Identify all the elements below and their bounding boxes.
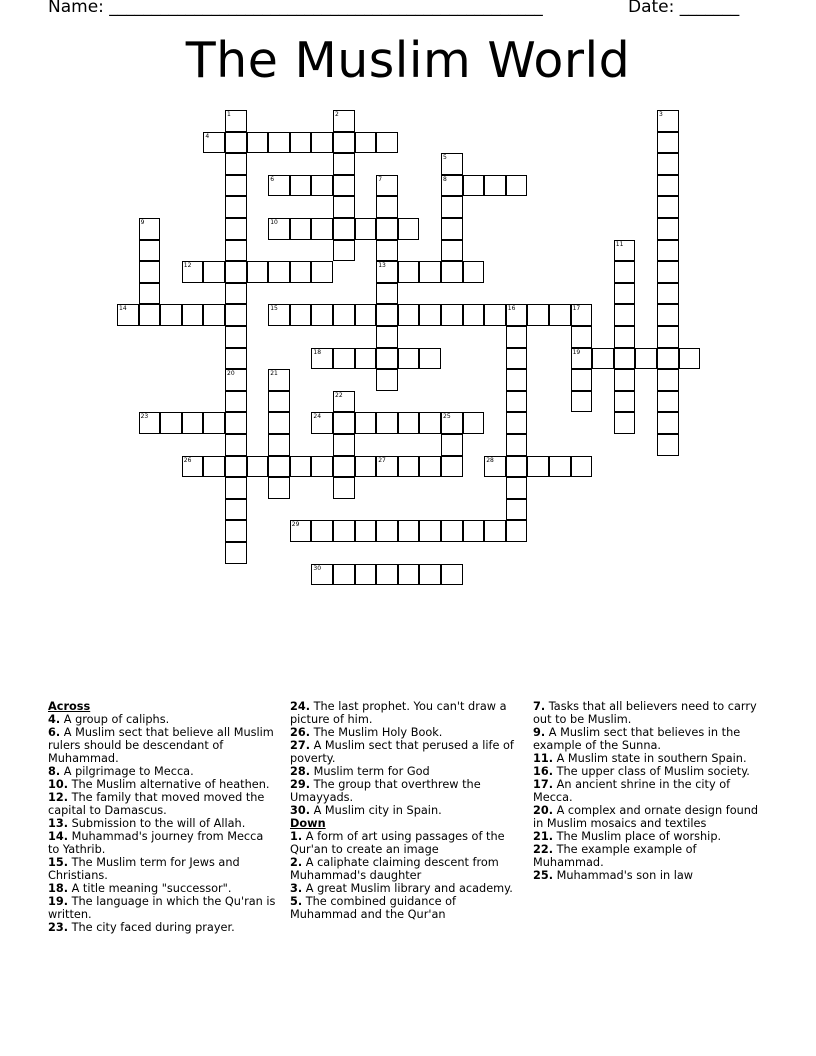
clue-text: A Muslim sect that believes in the example of the Sunna.	[533, 726, 741, 752]
clue-number: 9.	[533, 726, 546, 739]
grid-cell[interactable]	[376, 412, 398, 434]
clue-text: A caliphate claiming descent from Muhammad's daughter	[290, 856, 499, 882]
grid-clue-number: 24	[313, 413, 322, 421]
grid-clue-number: 28	[486, 456, 494, 464]
grid-cell[interactable]	[225, 391, 247, 413]
grid-cell[interactable]	[614, 326, 636, 348]
down-heading: Down	[290, 817, 326, 830]
clue-number: 3.	[290, 882, 303, 895]
grid-cell[interactable]	[614, 304, 636, 326]
grid-cell[interactable]	[333, 477, 355, 499]
clue-number: 29.	[290, 778, 311, 791]
clue-number: 18.	[48, 882, 69, 895]
clue-number: 6.	[48, 726, 61, 739]
grid-cell[interactable]	[311, 218, 333, 240]
grid-cell[interactable]	[333, 564, 355, 586]
clue-number: 4.	[48, 713, 61, 726]
grid-cell[interactable]	[376, 240, 398, 262]
grid-cell[interactable]	[333, 434, 355, 456]
grid-cell[interactable]	[355, 348, 377, 370]
grid-cell[interactable]	[203, 261, 225, 283]
clue-number: 28.	[290, 765, 311, 778]
grid-cell[interactable]	[376, 283, 398, 305]
grid-cell[interactable]	[376, 564, 398, 586]
grid-cell[interactable]	[225, 196, 247, 218]
grid-cell[interactable]	[376, 369, 398, 391]
grid-cell[interactable]	[398, 456, 420, 478]
grid-clue-number: 26	[183, 456, 192, 464]
clue-text: A great Muslim library and academy.	[302, 882, 513, 895]
clue-number: 1.	[290, 830, 303, 843]
grid-cell[interactable]	[376, 218, 398, 240]
grid-cell[interactable]	[225, 175, 247, 197]
grid-cell[interactable]	[614, 261, 636, 283]
grid-cell[interactable]	[398, 348, 420, 370]
clue-number: 11.	[533, 752, 554, 765]
grid-cell[interactable]	[506, 348, 528, 370]
clue-item	[290, 882, 520, 895]
grid-cell[interactable]	[225, 261, 247, 283]
grid-cell[interactable]	[355, 564, 377, 586]
grid-clue-number: 9	[140, 219, 145, 226]
grid-cell[interactable]	[398, 564, 420, 586]
clue-number: 15.	[48, 856, 69, 869]
name-field[interactable]: Name: ___________________________________________________	[48, 0, 543, 17]
grid-clue-number: 11	[615, 240, 624, 248]
grid-cell[interactable]	[635, 348, 657, 370]
grid-cell[interactable]	[203, 456, 225, 478]
grid-cell[interactable]	[225, 153, 247, 175]
grid-cell[interactable]	[182, 304, 204, 326]
grid-cell[interactable]	[657, 283, 679, 305]
grid-cell[interactable]	[441, 304, 463, 326]
grid-cell[interactable]	[247, 261, 269, 283]
grid-cell[interactable]	[225, 218, 247, 240]
grid-cell[interactable]	[441, 520, 463, 542]
grid-cell[interactable]	[290, 175, 312, 197]
grid-cell[interactable]	[139, 304, 161, 326]
grid-clue-number: 23	[140, 413, 149, 421]
grid-cell[interactable]	[290, 304, 312, 326]
clue-text: A complex and ornate design found in Muslim mosaics and textiles	[533, 804, 759, 830]
clue-number: 14.	[48, 830, 69, 843]
grid-cell[interactable]	[527, 304, 549, 326]
clue-item	[290, 726, 520, 739]
grid-cell[interactable]	[311, 304, 333, 326]
clue-number: 7.	[533, 700, 546, 713]
clue-item	[290, 765, 520, 778]
clue-text: An ancient shrine in the city of Mecca.	[533, 778, 731, 804]
grid-clue-number: 6	[270, 175, 275, 183]
clue-item	[533, 830, 763, 843]
grid-cell[interactable]	[657, 218, 679, 240]
grid-cell[interactable]	[160, 412, 182, 434]
grid-cell[interactable]	[419, 348, 441, 370]
clue-item	[48, 830, 278, 856]
clue-number: 26.	[290, 726, 311, 739]
grid-cell[interactable]	[333, 520, 355, 542]
across-heading: Across	[48, 700, 91, 713]
grid-cell[interactable]	[268, 261, 290, 283]
clue-column-2	[290, 700, 520, 921]
grid-cell[interactable]	[592, 348, 614, 370]
grid-cell[interactable]	[376, 348, 398, 370]
grid-clue-number: 16	[507, 305, 516, 313]
grid-cell[interactable]	[268, 434, 290, 456]
clue-text: A Muslim state in southern Spain.	[553, 752, 747, 765]
clue-text: The last prophet. You can't draw a picture of him.	[290, 700, 507, 726]
grid-cell[interactable]	[225, 304, 247, 326]
clue-text: Muhammad's son in law	[553, 869, 694, 882]
grid-cell[interactable]	[290, 218, 312, 240]
grid-cell[interactable]	[657, 326, 679, 348]
grid-cell[interactable]	[484, 304, 506, 326]
grid-cell[interactable]	[398, 520, 420, 542]
grid-cell[interactable]	[376, 132, 398, 154]
grid-cell[interactable]	[614, 283, 636, 305]
clue-item	[290, 778, 520, 804]
grid-cell[interactable]	[441, 218, 463, 240]
grid-cell[interactable]	[333, 153, 355, 175]
grid-cell[interactable]	[355, 520, 377, 542]
grid-cell[interactable]	[355, 412, 377, 434]
clue-text: A pilgrimage to Mecca.	[60, 765, 194, 778]
grid-cell[interactable]	[463, 261, 485, 283]
clue-text: A group of caliphs.	[60, 713, 170, 726]
grid-cell[interactable]	[657, 348, 679, 370]
grid-cell[interactable]	[182, 412, 204, 434]
grid-cell[interactable]	[506, 391, 528, 413]
grid-cell[interactable]	[160, 304, 182, 326]
clue-item	[290, 739, 520, 765]
clue-text: The combined guidance of Muhammad and the Qur'an	[290, 895, 457, 921]
grid-cell[interactable]	[333, 175, 355, 197]
grid-clue-number: 1	[227, 111, 231, 118]
grid-cell[interactable]	[657, 132, 679, 154]
grid-clue-number: 18	[313, 348, 322, 356]
grid-cell[interactable]	[376, 196, 398, 218]
grid-cell[interactable]	[419, 456, 441, 478]
grid-cell[interactable]	[355, 456, 377, 478]
grid-cell[interactable]	[268, 132, 290, 154]
clue-number: 17.	[533, 778, 554, 791]
grid-cell[interactable]	[398, 412, 420, 434]
grid-cell[interactable]	[506, 456, 528, 478]
grid-cell[interactable]	[333, 240, 355, 262]
clue-number: 27.	[290, 739, 311, 752]
clue-item	[533, 700, 763, 726]
clue-item	[48, 765, 278, 778]
clue-item	[48, 778, 278, 791]
clue-item	[48, 921, 278, 934]
grid-cell[interactable]	[441, 240, 463, 262]
clue-number: 24.	[290, 700, 311, 713]
clue-column-3	[533, 700, 763, 882]
grid-cell[interactable]	[614, 412, 636, 434]
grid-cell[interactable]	[441, 564, 463, 586]
grid-cell[interactable]	[268, 391, 290, 413]
grid-cell[interactable]	[268, 456, 290, 478]
grid-clue-number: 12	[183, 262, 192, 270]
grid-cell[interactable]	[419, 412, 441, 434]
clue-text: A Muslim sect that believe all Muslim rulers should be descendant of Muhammad.	[48, 726, 274, 765]
grid-clue-number: 30	[313, 564, 322, 572]
grid-cell[interactable]	[506, 477, 528, 499]
clue-number: 21.	[533, 830, 554, 843]
clue-text: A Muslim city in Spain.	[310, 804, 442, 817]
clue-text: The upper class of Muslim society.	[553, 765, 750, 778]
grid-cell[interactable]	[311, 132, 333, 154]
grid-cell[interactable]	[614, 348, 636, 370]
clue-item	[48, 895, 278, 921]
clue-number: 19.	[48, 895, 69, 908]
grid-cell[interactable]	[268, 412, 290, 434]
grid-cell[interactable]	[398, 304, 420, 326]
grid-clue-number: 2	[335, 111, 339, 118]
grid-clue-number: 25	[443, 413, 451, 421]
grid-cell[interactable]	[290, 132, 312, 154]
clue-text: The language in which the Qu'ran is written.	[48, 895, 276, 921]
grid-cell[interactable]	[463, 175, 485, 197]
clue-number: 12.	[48, 791, 69, 804]
grid-cell[interactable]	[441, 261, 463, 283]
grid-cell[interactable]	[419, 261, 441, 283]
grid-clue-number: 7	[378, 175, 383, 183]
clue-number: 16.	[533, 765, 554, 778]
grid-clue-number: 20	[227, 370, 235, 378]
grid-cell[interactable]	[355, 132, 377, 154]
grid-cell[interactable]	[333, 456, 355, 478]
clue-text: Tasks that all believers need to carry out to be Muslim.	[533, 700, 757, 726]
clue-text: The Muslim term for Jews and Christians.	[48, 856, 240, 882]
grid-clue-number: 21	[270, 370, 278, 378]
clue-text: The Muslim Holy Book.	[310, 726, 443, 739]
grid-cell[interactable]	[225, 348, 247, 370]
grid-cell[interactable]	[311, 520, 333, 542]
clue-item	[533, 804, 763, 830]
clue-item	[533, 765, 763, 778]
clue-text: A title meaning "successor".	[68, 882, 232, 895]
clue-number: 30.	[290, 804, 311, 817]
clue-text: A form of art using passages of the Qur'an to create an image	[290, 830, 505, 856]
grid-clue-number: 13	[378, 262, 386, 270]
clue-item	[533, 869, 763, 882]
clue-item	[533, 726, 763, 752]
grid-cell[interactable]	[247, 456, 269, 478]
clue-number: 2.	[290, 856, 303, 869]
grid-cell[interactable]	[527, 456, 549, 478]
grid-cell[interactable]	[225, 412, 247, 434]
grid-cell[interactable]	[333, 348, 355, 370]
clue-item	[48, 726, 278, 765]
clue-text: The example example of Muhammad.	[533, 843, 697, 869]
grid-cell[interactable]	[657, 304, 679, 326]
grid-cell[interactable]	[419, 564, 441, 586]
grid-cell[interactable]	[657, 369, 679, 391]
grid-clue-number: 8	[443, 175, 447, 183]
grid-cell[interactable]	[225, 240, 247, 262]
grid-cell[interactable]	[139, 261, 161, 283]
clue-item	[48, 882, 278, 895]
grid-cell[interactable]	[463, 520, 485, 542]
grid-cell[interactable]	[376, 326, 398, 348]
grid-cell[interactable]	[225, 456, 247, 478]
grid-cell[interactable]	[506, 326, 528, 348]
clue-item	[48, 856, 278, 882]
grid-clue-number: 3	[659, 111, 663, 118]
grid-cell[interactable]	[376, 520, 398, 542]
clue-number: 10.	[48, 778, 69, 791]
grid-cell[interactable]	[657, 240, 679, 262]
grid-cell[interactable]	[419, 520, 441, 542]
grid-cell[interactable]	[463, 304, 485, 326]
grid-cell[interactable]	[355, 304, 377, 326]
clue-item	[48, 791, 278, 817]
grid-cell[interactable]	[657, 153, 679, 175]
grid-cell[interactable]	[139, 240, 161, 262]
grid-cell[interactable]	[355, 218, 377, 240]
grid-cell[interactable]	[225, 283, 247, 305]
grid-cell[interactable]	[441, 196, 463, 218]
clue-text: Muhammad's journey from Mecca to Yathrib.	[48, 830, 264, 856]
clue-item	[48, 713, 278, 726]
clue-text: The city faced during prayer.	[68, 921, 235, 934]
grid-cell[interactable]	[225, 477, 247, 499]
clue-item	[533, 778, 763, 804]
grid-cell[interactable]	[333, 196, 355, 218]
grid-clue-number: 27	[378, 456, 386, 464]
grid-cell[interactable]	[441, 456, 463, 478]
clue-item	[48, 817, 278, 830]
grid-clue-number: 14	[119, 305, 127, 313]
grid-cell[interactable]	[657, 434, 679, 456]
grid-cell[interactable]	[311, 456, 333, 478]
clue-number: 23.	[48, 921, 69, 934]
grid-cell[interactable]	[247, 132, 269, 154]
clue-text: The group that overthrew the Umayyads.	[290, 778, 481, 804]
grid-clue-number: 19	[572, 348, 581, 356]
grid-cell[interactable]	[311, 261, 333, 283]
grid-cell[interactable]	[506, 175, 528, 197]
grid-cell[interactable]	[290, 456, 312, 478]
clue-text: Submission to the will of Allah.	[68, 817, 246, 830]
grid-cell[interactable]	[203, 304, 225, 326]
grid-cell[interactable]	[679, 348, 701, 370]
grid-clue-number: 15	[270, 305, 278, 313]
grid-cell[interactable]	[614, 391, 636, 413]
grid-clue-number: 10	[270, 219, 278, 226]
clue-item	[533, 843, 763, 869]
grid-clue-number: 29	[291, 521, 300, 529]
clue-text: A Muslim sect that perused a life of poverty.	[290, 739, 514, 765]
clue-number: 13.	[48, 817, 69, 830]
grid-cell[interactable]	[419, 304, 441, 326]
grid-cell[interactable]	[657, 196, 679, 218]
grid-clue-number: 4	[205, 132, 210, 140]
grid-cell[interactable]	[290, 261, 312, 283]
grid-cell[interactable]	[657, 261, 679, 283]
grid-cell[interactable]	[571, 391, 593, 413]
clue-text: Muslim term for God	[310, 765, 430, 778]
grid-cell[interactable]	[333, 132, 355, 154]
grid-cell[interactable]	[614, 369, 636, 391]
clue-item	[290, 830, 520, 856]
grid-cell[interactable]	[225, 542, 247, 564]
grid-cell[interactable]	[333, 218, 355, 240]
date-field[interactable]: Date: _______	[628, 0, 740, 17]
grid-cell[interactable]	[398, 218, 420, 240]
grid-cell[interactable]	[506, 520, 528, 542]
grid-cell[interactable]	[549, 304, 571, 326]
grid-cell[interactable]	[506, 499, 528, 521]
clue-number: 22.	[533, 843, 554, 856]
page-title: The Muslim World	[185, 32, 631, 89]
grid-cell[interactable]	[484, 175, 506, 197]
clue-item	[290, 700, 520, 726]
clue-text: The Muslim place of worship.	[553, 830, 722, 843]
grid-cell[interactable]	[506, 369, 528, 391]
grid-cell[interactable]	[333, 412, 355, 434]
grid-cell[interactable]	[225, 499, 247, 521]
clue-item	[290, 856, 520, 882]
clue-number: 8.	[48, 765, 61, 778]
grid-cell[interactable]	[225, 326, 247, 348]
grid-cell[interactable]	[463, 412, 485, 434]
clue-text: The family that moved moved the capital to Damascus.	[48, 791, 265, 817]
grid-cell[interactable]	[139, 283, 161, 305]
grid-cell[interactable]	[376, 304, 398, 326]
grid-clue-number: 22	[335, 391, 343, 399]
clue-item	[290, 804, 520, 817]
grid-cell[interactable]	[506, 434, 528, 456]
clue-number: 5.	[290, 895, 303, 908]
clue-text: The Muslim alternative of heathen.	[68, 778, 270, 791]
grid-cell[interactable]	[225, 434, 247, 456]
grid-cell[interactable]	[571, 326, 593, 348]
grid-cell[interactable]	[225, 132, 247, 154]
grid-clue-number: 5	[443, 154, 447, 162]
grid-cell[interactable]	[333, 304, 355, 326]
clue-column-1	[48, 700, 278, 934]
grid-cell[interactable]	[549, 456, 571, 478]
grid-cell[interactable]	[571, 369, 593, 391]
grid-cell[interactable]	[441, 434, 463, 456]
grid-cell[interactable]	[657, 175, 679, 197]
grid-cell[interactable]	[268, 477, 290, 499]
grid-cell[interactable]	[571, 456, 593, 478]
grid-cell[interactable]	[657, 412, 679, 434]
grid-cell[interactable]	[506, 412, 528, 434]
clue-number: 20.	[533, 804, 554, 817]
grid-cell[interactable]	[311, 175, 333, 197]
grid-cell[interactable]	[657, 391, 679, 413]
clue-item	[533, 752, 763, 765]
grid-cell[interactable]	[203, 412, 225, 434]
clue-item	[290, 895, 520, 921]
grid-cell[interactable]	[225, 520, 247, 542]
grid-cell[interactable]	[398, 261, 420, 283]
grid-cell[interactable]	[484, 520, 506, 542]
clue-number: 25.	[533, 869, 554, 882]
grid-clue-number: 17	[572, 305, 581, 313]
